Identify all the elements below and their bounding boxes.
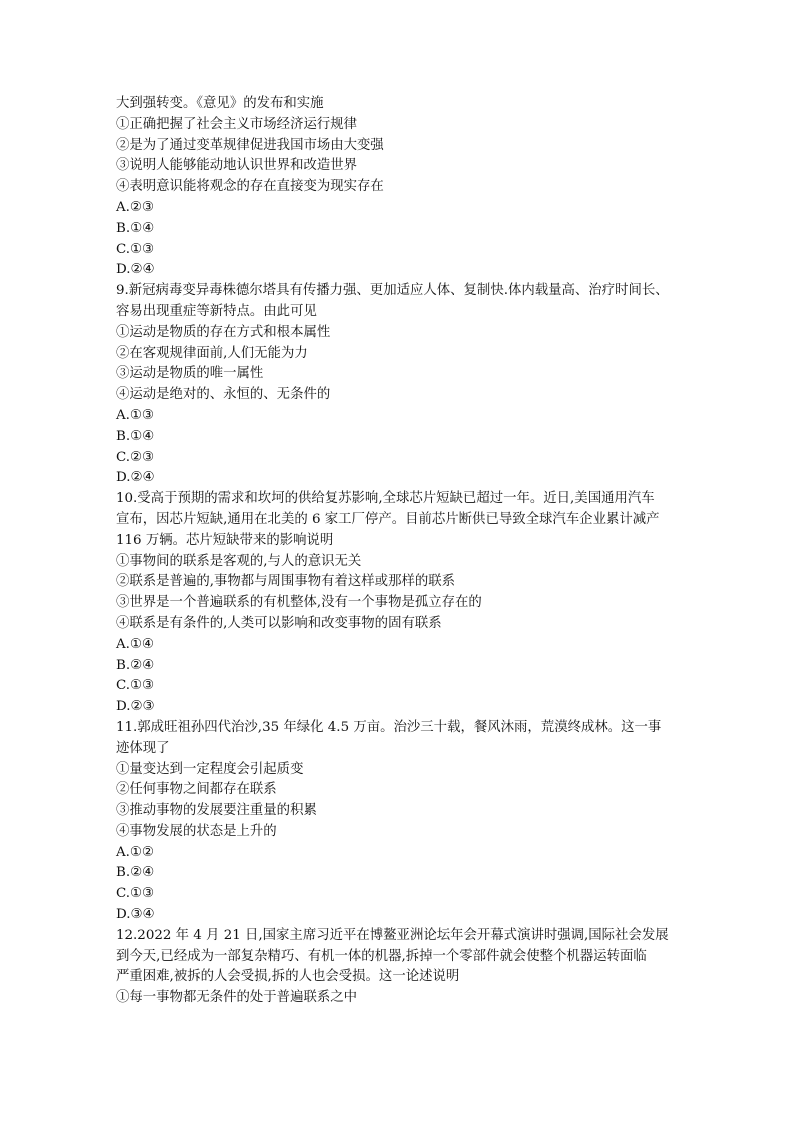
question-stem-tail: 大到强转变。《意见》的发布和实施 [116, 96, 324, 111]
option-b: B.②④ [116, 865, 155, 881]
option-b: B.①④ [116, 220, 155, 236]
statement-1: ①正确把握了社会主义市场经济运行规律 [116, 116, 358, 132]
exam-page [116, 94, 696, 1009]
statement-3: ③运动是物质的唯一属性 [116, 366, 264, 382]
question-10 [116, 489, 696, 718]
option-d: D.②④ [116, 470, 155, 486]
option-b: B.②④ [116, 657, 155, 673]
statement-2: ②联系是普遍的,事物都与周围事物有着这样或那样的联系 [116, 574, 456, 590]
option-d: D.③④ [116, 907, 155, 923]
question-stem-line: 严重困难,被拆的人会受损,拆的人也会受损。这一论述说明 [116, 969, 460, 985]
statement-1: ①运动是物质的存在方式和根本属性 [116, 324, 331, 340]
statement-1: ①量变达到一定程度会引起质变 [116, 761, 304, 777]
option-a: A.①③ [116, 407, 154, 423]
question-stem-line: 到今天,已经成为一部复杂精巧、有机一体的机器,拆掉一个零部件就会使整个机器运转面临 [116, 948, 647, 964]
option-a: A.②③ [116, 199, 154, 215]
question-stem-line: 10.受高于预期的需求和坎坷的供给复苏影响,全球芯片短缺已超过一年。近日,美国通用汽车 [116, 491, 655, 507]
question-8-continuation [116, 94, 696, 281]
statement-2: ②任何事物之间都存在联系 [116, 782, 277, 798]
statement-4: ④表明意识能将观念的存在直接变为现实存在 [116, 179, 384, 195]
statement-1: ①事物间的联系是客观的,与人的意识无关 [116, 553, 362, 569]
statement-4: ④运动是绝对的、永恒的、无条件的 [116, 387, 331, 403]
question-12 [116, 926, 696, 1009]
question-stem-line: 12.2022 年 4 月 21 日,国家主席习近平在博鳌亚洲论坛年会开幕式演讲时强调,国际社会发展 [116, 927, 669, 943]
statement-3: ③说明人能够能动地认识世界和改造世界 [116, 158, 358, 174]
question-stem-line: 116 万辆。芯片短缺带来的影响说明 [116, 532, 334, 548]
question-stem-line: 容易出现重症等新特点。由此可见 [116, 303, 317, 319]
statement-2: ②是为了通过变革规律促进我国市场由大变强 [116, 137, 384, 153]
option-d: D.②③ [116, 699, 155, 715]
question-stem-line: 迹体现了 [116, 740, 170, 756]
statement-1: ①每一事物都无条件的处于普遍联系之中 [116, 990, 358, 1006]
option-a: A.①④ [116, 636, 154, 652]
option-b: B.①④ [116, 428, 155, 444]
option-c: C.②③ [116, 449, 155, 465]
statement-3: ③推动事物的发展要注重量的积累 [116, 803, 317, 819]
option-c: C.①③ [116, 678, 155, 694]
question-11 [116, 718, 696, 926]
option-c: C.①③ [116, 241, 155, 257]
question-stem-line: 9.新冠病毒变异毒株德尔塔具有传播力强、更加适应人体、复制快.体内载量高、治疗时间长、 [116, 283, 669, 299]
statement-3: ③世界是一个普遍联系的有机整体,没有一个事物是孤立存在的 [116, 595, 482, 611]
question-9 [116, 281, 696, 489]
option-a: A.①② [116, 844, 154, 860]
statement-4: ④联系是有条件的,人类可以影响和改变事物的固有联系 [116, 615, 442, 631]
option-d: D.②④ [116, 262, 155, 278]
statement-2: ②在客观规律面前,人们无能为力 [116, 345, 308, 361]
question-stem-line: 宣布，因芯片短缺,通用在北美的 6 家工厂停产。目前芯片断供已导致全球汽车企业累计减产 [116, 511, 660, 527]
statement-4: ④事物发展的状态是上升的 [116, 823, 277, 839]
question-stem-line: 11.郭成旺祖孙四代治沙,35 年绿化 4.5 万亩。治沙三十载，餐风沐雨，荒漠终成林。这一事 [116, 719, 662, 735]
option-c: C.①③ [116, 886, 155, 902]
